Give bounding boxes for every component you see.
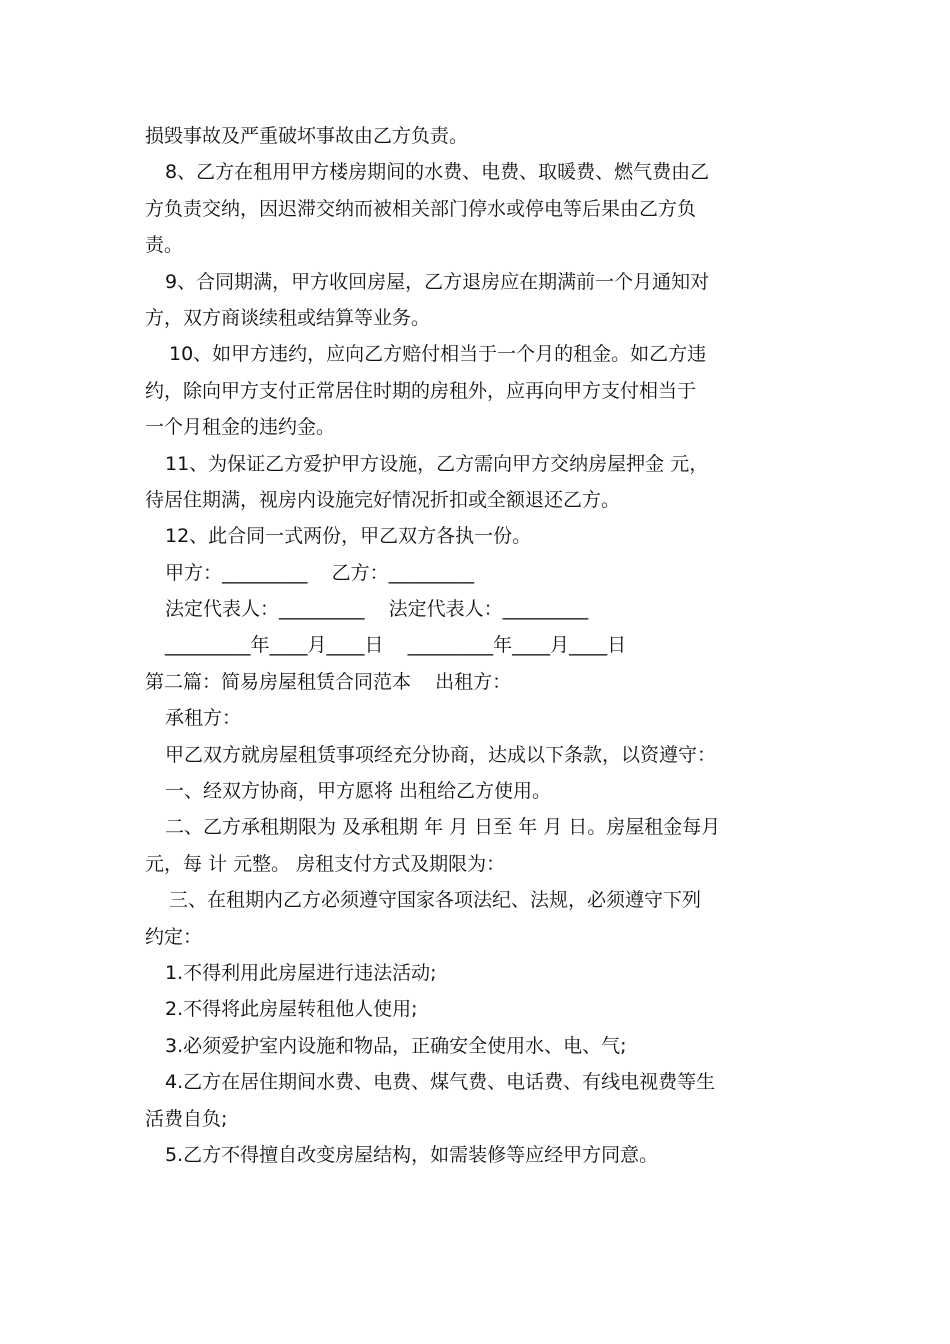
list-item: 5.乙方不得擅自改变房屋结构，如需装修等应经甲方同意。 [165, 1143, 659, 1166]
list-item: 2.不得将此房屋转租他人使用; [165, 998, 418, 1021]
text-line: 9、合同期满，甲方收回房屋，乙方退房应在期满前一个月通知对 [165, 270, 710, 293]
list-item: 3.必须爱护室内设施和物品，正确安全使用水、电、气; [165, 1034, 627, 1057]
text-line: 8、乙方在租用甲方楼房期间的水费、电费、取暖费、燃气费由乙 [165, 161, 710, 184]
text-line: 10、如甲方违约，应向乙方赔付相当于一个月的租金。如乙方违 [169, 343, 707, 366]
text-line: 约定： [145, 925, 203, 948]
text-line: 方负责交纳，因迟滞交纳而被相关部门停水或停电等后果由乙方负 [145, 197, 697, 220]
text-line: 约，除向甲方支付正常居住时期的房租外，应再向甲方支付相当于 [145, 379, 697, 402]
text-line: 二、乙方承租期限为 及承租期 年 月 日至 年 月 日。房屋租金每月 [165, 816, 721, 839]
text-line: 12、此合同一式两份，甲乙双方各执一份。 [165, 525, 532, 548]
list-item: 1.不得利用此房屋进行违法活动; [165, 961, 437, 984]
text-line: 损毁事故及严重破坏事故由乙方负责。 [145, 125, 469, 147]
text-line: 承租方： [165, 707, 242, 730]
text-line: 责。 [145, 234, 184, 257]
signature-line: 法定代表人：_________ 法定代表人：_________ [165, 598, 589, 621]
text-line: 一个月租金的违约金。 [145, 416, 336, 439]
list-item: 4.乙方在居住期间水费、电费、煤气费、电话费、有线电视费等生 [165, 1071, 716, 1094]
text-line: 三、在租期内乙方必须遵守国家各项法纪、法规，必须遵守下列 [169, 889, 702, 912]
text-line: 11、为保证乙方爱护甲方设施，乙方需向甲方交纳房屋押金 元， [165, 452, 709, 475]
document-body [145, 118, 810, 1173]
text-line: 待居住期满，视房内设施完好情况折扣或全额退还乙方。 [145, 488, 621, 511]
text-line: 一、经双方协商，甲方愿将 出租给乙方使用。 [165, 780, 552, 803]
text-line: 甲乙双方就房屋租赁事项经充分协商，达成以下条款，以资遵守： [165, 743, 717, 766]
text-line: 元，每 计 元整。 房租支付方式及期限为： [145, 852, 506, 875]
section-heading: 第二篇：简易房屋租赁合同范本 出租方： [145, 670, 512, 693]
date-line: _________年____月____日 _________年____月____日 [165, 634, 627, 657]
text-line: 活费自负; [145, 1107, 228, 1130]
text-line: 方，双方商谈续租或结算等业务。 [145, 306, 431, 329]
signature-line: 甲方：_________ 乙方：_________ [165, 561, 475, 584]
